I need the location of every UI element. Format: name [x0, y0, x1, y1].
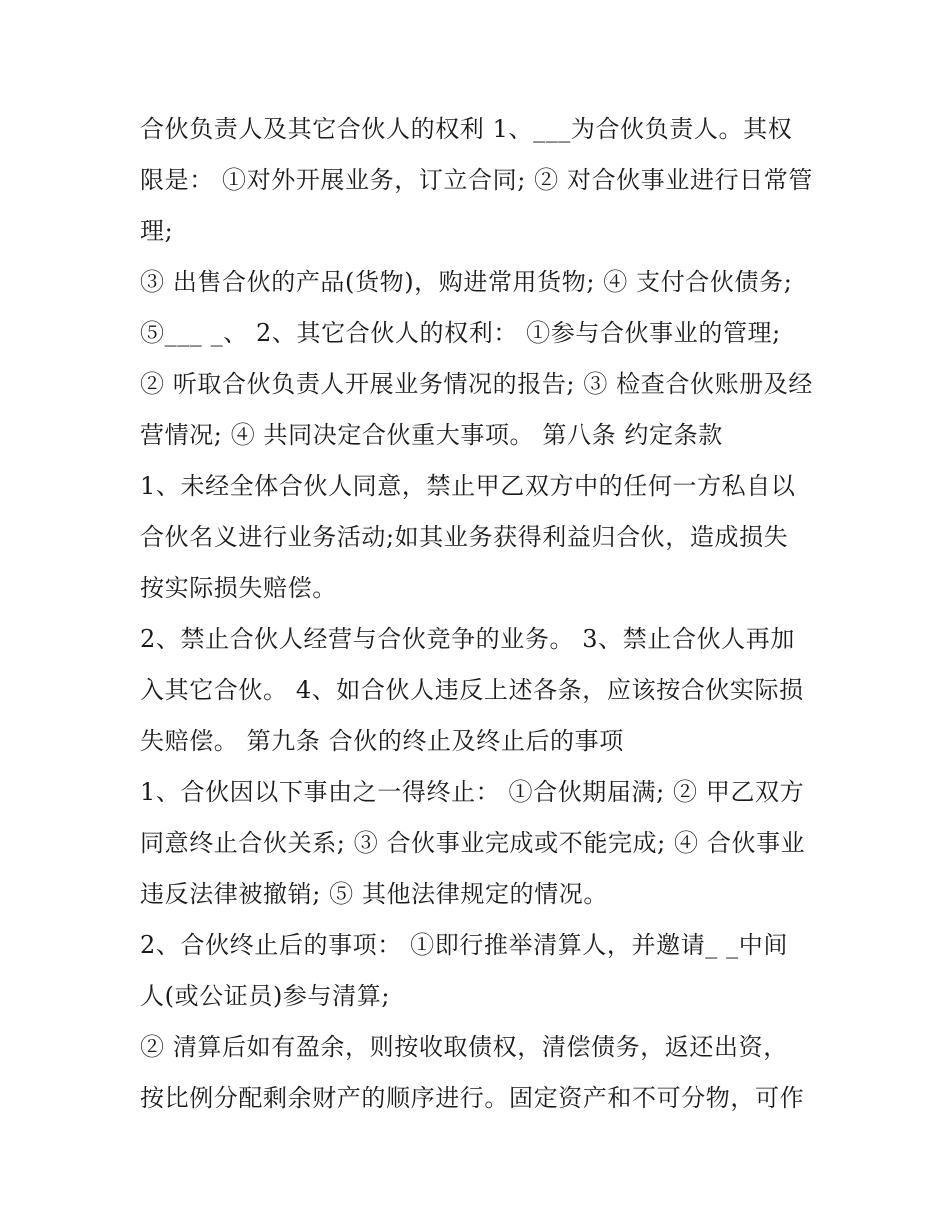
text-line-17: 2、合伙终止后的事项： ①即行推举清算人，并邀请_ _中间	[140, 931, 788, 959]
text-line-20: 按比例分配剩余财产的顺序进行。固定资产和不可分物，可作	[140, 1084, 805, 1112]
text-line-19: ② 清算后如有盈余，则按收取债权，清偿债务，返还出资，	[140, 1033, 788, 1061]
text-line-4: ③ 出售合伙的产品(货物)，购进常用货物; ④ 支付合伙债务;	[140, 268, 793, 296]
text-line-13: 失赔偿。 第九条 合伙的终止及终止后的事项	[140, 727, 624, 755]
text-line-16: 违反法律被撤销; ⑤ 其他法律规定的情况。	[140, 880, 608, 908]
text-line-3: 理;	[140, 217, 174, 245]
text-line-1: 合伙负责人及其它合伙人的权利 1、___为合伙负责人。其权	[140, 115, 793, 143]
text-line-15: 同意终止合伙关系; ③ 合伙事业完成或不能完成; ④ 合伙事业	[140, 829, 806, 857]
text-line-14: 1、合伙因以下事由之一得终止： ①合伙期届满; ② 甲乙双方	[140, 778, 805, 806]
text-line-11: 2、禁止合伙人经营与合伙竞争的业务。 3、禁止合伙人再加	[140, 625, 795, 653]
text-line-2: 限是： ①对外开展业务，订立合同; ② 对合伙事业进行日常管	[140, 166, 813, 194]
text-line-18: 人(或公证员)参与清算;	[140, 982, 391, 1010]
text-line-10: 按实际损失赔偿。	[140, 574, 337, 602]
document-body	[140, 104, 820, 1124]
text-line-7: 营情况; ④ 共同决定合伙重大事项。 第八条 约定条款	[140, 421, 723, 449]
text-line-9: 合伙名义进行业务活动;如其业务获得利益归合伙，造成损失	[140, 523, 789, 551]
text-line-5: ⑤___ _、 2、其它合伙人的权利： ①参与合伙事业的管理;	[140, 319, 781, 347]
text-line-6: ② 听取合伙负责人开展业务情况的报告; ③ 检查合伙账册及经	[140, 370, 813, 398]
text-line-8: 1、未经全体合伙人同意，禁止甲乙双方中的任何一方私自以	[140, 472, 796, 500]
text-line-12: 入其它合伙。 4、如合伙人违反上述各条，应该按合伙实际损	[140, 676, 804, 704]
